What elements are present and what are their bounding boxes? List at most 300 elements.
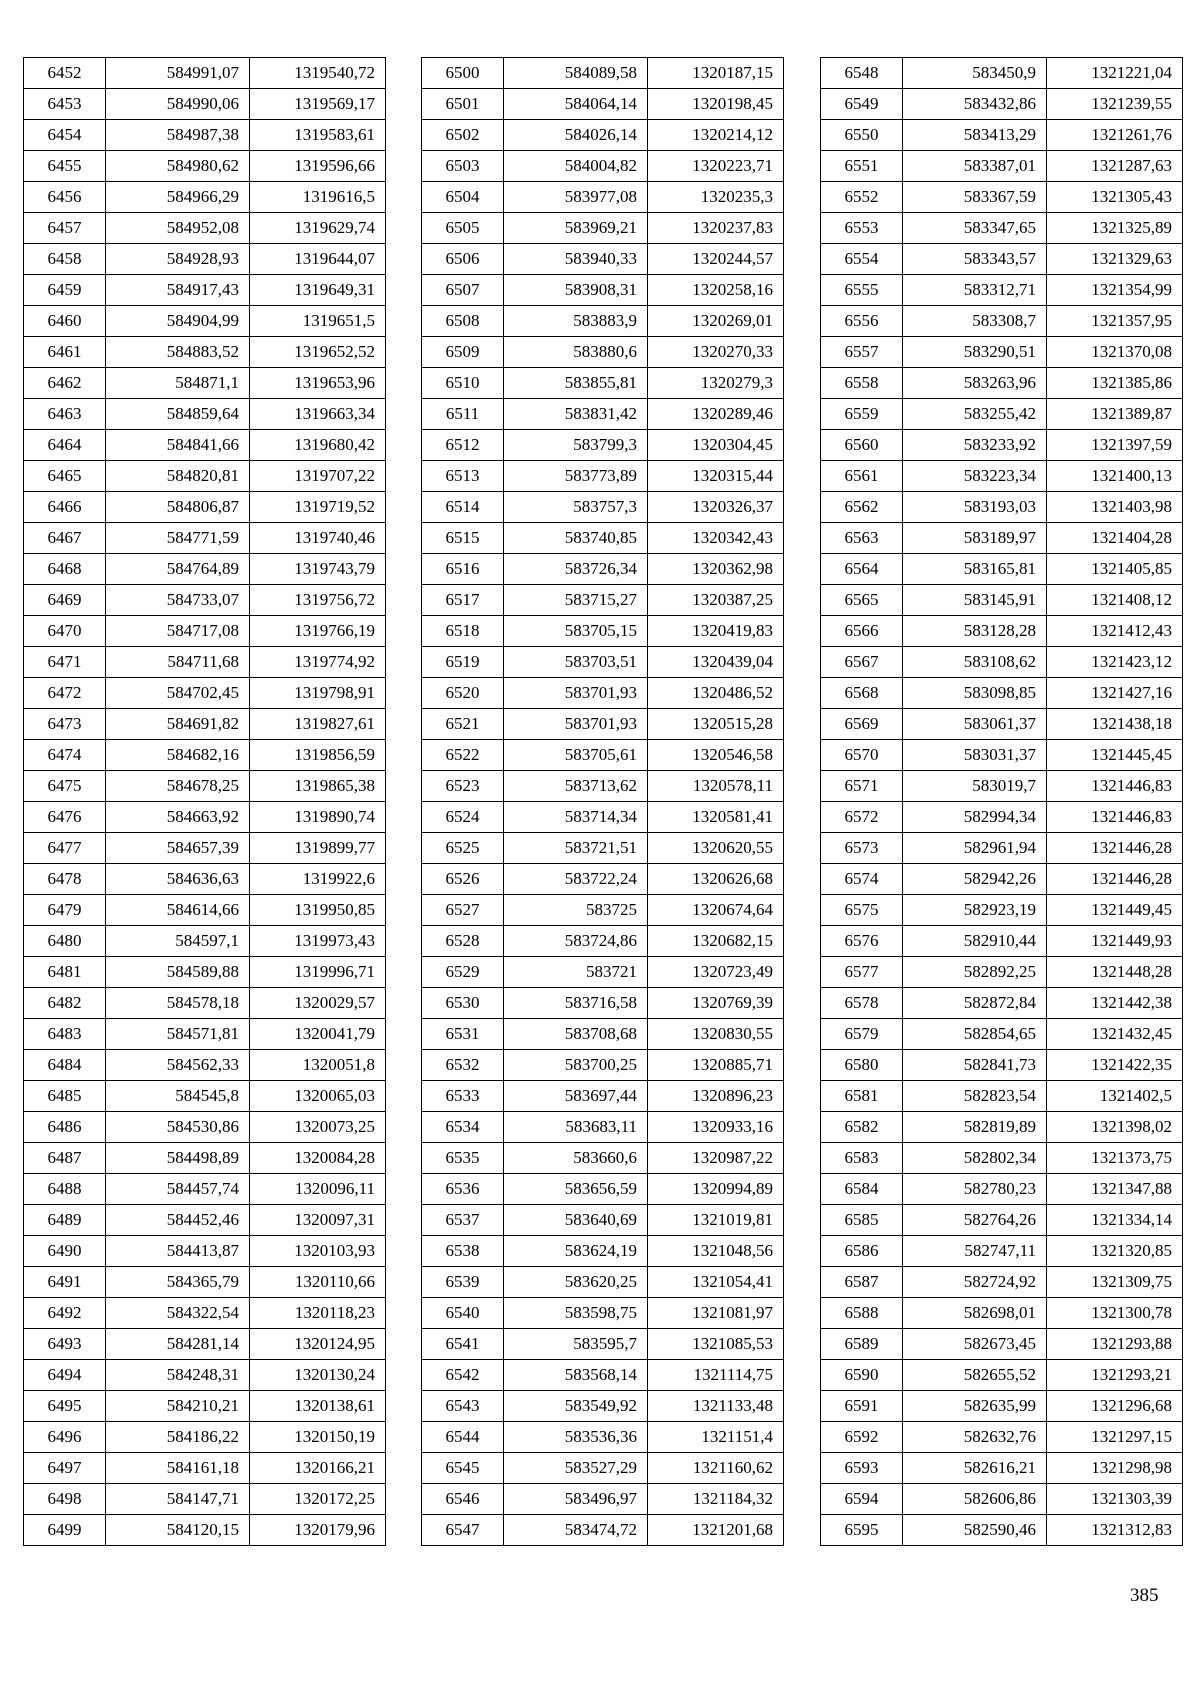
- y-coordinate-cell: 1320138,61: [250, 1391, 386, 1422]
- y-coordinate-cell: 1319652,52: [250, 337, 386, 368]
- point-number-cell: 6573: [821, 833, 903, 864]
- point-number-cell: 6543: [422, 1391, 504, 1422]
- table-row: [24, 1081, 386, 1112]
- x-coordinate-cell: 584322,54: [106, 1298, 250, 1329]
- point-number-cell: 6535: [422, 1143, 504, 1174]
- point-number-cell: 6490: [24, 1236, 106, 1267]
- y-coordinate-cell: 1321325,89: [1047, 213, 1183, 244]
- table-row: [422, 492, 784, 523]
- x-coordinate-cell: 583598,75: [504, 1298, 648, 1329]
- point-number-cell: 6552: [821, 182, 903, 213]
- point-number-cell: 6520: [422, 678, 504, 709]
- x-coordinate-cell: 584859,64: [106, 399, 250, 430]
- point-number-cell: 6467: [24, 523, 106, 554]
- y-coordinate-cell: 1320315,44: [648, 461, 784, 492]
- table-row: [422, 1112, 784, 1143]
- point-number-cell: 6471: [24, 647, 106, 678]
- point-number-cell: 6579: [821, 1019, 903, 1050]
- y-coordinate-cell: 1320987,22: [648, 1143, 784, 1174]
- table-row: [821, 1453, 1183, 1484]
- y-coordinate-cell: 1321402,5: [1047, 1081, 1183, 1112]
- y-coordinate-cell: 1320130,24: [250, 1360, 386, 1391]
- y-coordinate-cell: 1321309,75: [1047, 1267, 1183, 1298]
- y-coordinate-cell: 1320289,46: [648, 399, 784, 430]
- x-coordinate-cell: 584966,29: [106, 182, 250, 213]
- point-number-cell: 6517: [422, 585, 504, 616]
- point-number-cell: 6487: [24, 1143, 106, 1174]
- table-row: [422, 1484, 784, 1515]
- table-row: [24, 1422, 386, 1453]
- y-coordinate-cell: 1320237,83: [648, 213, 784, 244]
- point-number-cell: 6538: [422, 1236, 504, 1267]
- table-row: [821, 492, 1183, 523]
- x-coordinate-cell: 582961,94: [903, 833, 1047, 864]
- table-row: [821, 58, 1183, 89]
- point-number-cell: 6556: [821, 306, 903, 337]
- y-coordinate-cell: 1321201,68: [648, 1515, 784, 1546]
- point-number-cell: 6459: [24, 275, 106, 306]
- table-row: [422, 368, 784, 399]
- table-row: [24, 89, 386, 120]
- table-row: [422, 709, 784, 740]
- y-coordinate-cell: 1319740,46: [250, 523, 386, 554]
- x-coordinate-cell: 584120,15: [106, 1515, 250, 1546]
- point-number-cell: 6489: [24, 1205, 106, 1236]
- x-coordinate-cell: 583725: [504, 895, 648, 926]
- table-row: [422, 182, 784, 213]
- table-row: [24, 1236, 386, 1267]
- point-number-cell: 6553: [821, 213, 903, 244]
- point-number-cell: 6473: [24, 709, 106, 740]
- table-row: [821, 1329, 1183, 1360]
- y-coordinate-cell: 1319743,79: [250, 554, 386, 585]
- x-coordinate-cell: 584281,14: [106, 1329, 250, 1360]
- y-coordinate-cell: 1320073,25: [250, 1112, 386, 1143]
- x-coordinate-cell: 582616,21: [903, 1453, 1047, 1484]
- point-number-cell: 6460: [24, 306, 106, 337]
- table-row: [422, 957, 784, 988]
- table-row: [422, 1143, 784, 1174]
- y-coordinate-cell: 1321449,93: [1047, 926, 1183, 957]
- table-row: [24, 244, 386, 275]
- point-number-cell: 6580: [821, 1050, 903, 1081]
- y-coordinate-cell: 1321293,88: [1047, 1329, 1183, 1360]
- point-number-cell: 6593: [821, 1453, 903, 1484]
- y-coordinate-cell: 1320362,98: [648, 554, 784, 585]
- x-coordinate-cell: 584764,89: [106, 554, 250, 585]
- point-number-cell: 6591: [821, 1391, 903, 1422]
- point-number-cell: 6481: [24, 957, 106, 988]
- table-row: [422, 89, 784, 120]
- table-row: [422, 1515, 784, 1546]
- point-number-cell: 6530: [422, 988, 504, 1019]
- y-coordinate-cell: 1320187,15: [648, 58, 784, 89]
- y-coordinate-cell: 1319596,66: [250, 151, 386, 182]
- table-row: [821, 1391, 1183, 1422]
- table-row: [821, 1050, 1183, 1081]
- table-row: [24, 988, 386, 1019]
- table-row: [821, 895, 1183, 926]
- point-number-cell: 6566: [821, 616, 903, 647]
- y-coordinate-cell: 1321320,85: [1047, 1236, 1183, 1267]
- y-coordinate-cell: 1320084,28: [250, 1143, 386, 1174]
- y-coordinate-cell: 1320439,04: [648, 647, 784, 678]
- y-coordinate-cell: 1320244,57: [648, 244, 784, 275]
- point-number-cell: 6518: [422, 616, 504, 647]
- x-coordinate-cell: 583883,9: [504, 306, 648, 337]
- y-coordinate-cell: 1321408,12: [1047, 585, 1183, 616]
- x-coordinate-cell: 583855,81: [504, 368, 648, 399]
- point-number-cell: 6562: [821, 492, 903, 523]
- x-coordinate-cell: 583721: [504, 957, 648, 988]
- point-number-cell: 6504: [422, 182, 504, 213]
- x-coordinate-cell: 584614,66: [106, 895, 250, 926]
- y-coordinate-cell: 1320258,16: [648, 275, 784, 306]
- table-row: [422, 523, 784, 554]
- point-number-cell: 6555: [821, 275, 903, 306]
- y-coordinate-cell: 1321261,76: [1047, 120, 1183, 151]
- point-number-cell: 6500: [422, 58, 504, 89]
- x-coordinate-cell: 583724,86: [504, 926, 648, 957]
- x-coordinate-cell: 584186,22: [106, 1422, 250, 1453]
- y-coordinate-cell: 1321133,48: [648, 1391, 784, 1422]
- table-row: [821, 864, 1183, 895]
- y-coordinate-cell: 1321397,59: [1047, 430, 1183, 461]
- x-coordinate-cell: 583620,25: [504, 1267, 648, 1298]
- point-number-cell: 6545: [422, 1453, 504, 1484]
- y-coordinate-cell: 1321312,83: [1047, 1515, 1183, 1546]
- point-number-cell: 6493: [24, 1329, 106, 1360]
- x-coordinate-cell: 582923,19: [903, 895, 1047, 926]
- y-coordinate-cell: 1321446,28: [1047, 833, 1183, 864]
- y-coordinate-cell: 1321303,39: [1047, 1484, 1183, 1515]
- point-number-cell: 6572: [821, 802, 903, 833]
- point-number-cell: 6523: [422, 771, 504, 802]
- x-coordinate-cell: 583432,86: [903, 89, 1047, 120]
- x-coordinate-cell: 582635,99: [903, 1391, 1047, 1422]
- x-coordinate-cell: 584883,52: [106, 337, 250, 368]
- point-number-cell: 6542: [422, 1360, 504, 1391]
- x-coordinate-cell: 583908,31: [504, 275, 648, 306]
- table-row: [24, 58, 386, 89]
- x-coordinate-cell: 584806,87: [106, 492, 250, 523]
- table-row: [24, 120, 386, 151]
- table-row: [24, 1112, 386, 1143]
- y-coordinate-cell: 1321422,35: [1047, 1050, 1183, 1081]
- y-coordinate-cell: 1320933,16: [648, 1112, 784, 1143]
- point-number-cell: 6498: [24, 1484, 106, 1515]
- point-number-cell: 6495: [24, 1391, 106, 1422]
- table-row: [24, 1019, 386, 1050]
- y-coordinate-cell: 1320179,96: [250, 1515, 386, 1546]
- x-coordinate-cell: 584928,93: [106, 244, 250, 275]
- table-row: [422, 461, 784, 492]
- point-number-cell: 6497: [24, 1453, 106, 1484]
- table-row: [821, 213, 1183, 244]
- y-coordinate-cell: 1320682,15: [648, 926, 784, 957]
- x-coordinate-cell: 583098,85: [903, 678, 1047, 709]
- point-number-cell: 6507: [422, 275, 504, 306]
- table-row: [422, 1391, 784, 1422]
- y-coordinate-cell: 1320626,68: [648, 864, 784, 895]
- table-row: [821, 1298, 1183, 1329]
- table-row: [24, 306, 386, 337]
- x-coordinate-cell: 582698,01: [903, 1298, 1047, 1329]
- point-number-cell: 6585: [821, 1205, 903, 1236]
- y-coordinate-cell: 1321398,02: [1047, 1112, 1183, 1143]
- x-coordinate-cell: 582802,34: [903, 1143, 1047, 1174]
- y-coordinate-cell: 1320326,37: [648, 492, 784, 523]
- point-number-cell: 6502: [422, 120, 504, 151]
- y-coordinate-cell: 1321442,38: [1047, 988, 1183, 1019]
- y-coordinate-cell: 1321184,32: [648, 1484, 784, 1515]
- y-coordinate-cell: 1319719,52: [250, 492, 386, 523]
- point-number-cell: 6534: [422, 1112, 504, 1143]
- y-coordinate-cell: 1321373,75: [1047, 1143, 1183, 1174]
- point-number-cell: 6587: [821, 1267, 903, 1298]
- table-row: [24, 1298, 386, 1329]
- table-row: [422, 399, 784, 430]
- y-coordinate-cell: 1320620,55: [648, 833, 784, 864]
- point-number-cell: 6577: [821, 957, 903, 988]
- y-coordinate-cell: 1320029,57: [250, 988, 386, 1019]
- y-coordinate-cell: 1320166,21: [250, 1453, 386, 1484]
- point-number-cell: 6506: [422, 244, 504, 275]
- y-coordinate-cell: 1321296,68: [1047, 1391, 1183, 1422]
- x-coordinate-cell: 583367,59: [903, 182, 1047, 213]
- point-number-cell: 6466: [24, 492, 106, 523]
- table-row: [422, 1236, 784, 1267]
- x-coordinate-cell: 584733,07: [106, 585, 250, 616]
- x-coordinate-cell: 584578,18: [106, 988, 250, 1019]
- x-coordinate-cell: 582823,54: [903, 1081, 1047, 1112]
- point-number-cell: 6455: [24, 151, 106, 182]
- x-coordinate-cell: 584530,86: [106, 1112, 250, 1143]
- point-number-cell: 6478: [24, 864, 106, 895]
- point-number-cell: 6549: [821, 89, 903, 120]
- point-number-cell: 6472: [24, 678, 106, 709]
- point-number-cell: 6561: [821, 461, 903, 492]
- point-number-cell: 6526: [422, 864, 504, 895]
- x-coordinate-cell: 582606,86: [903, 1484, 1047, 1515]
- x-coordinate-cell: 583940,33: [504, 244, 648, 275]
- point-number-cell: 6531: [422, 1019, 504, 1050]
- point-number-cell: 6494: [24, 1360, 106, 1391]
- table-row: [821, 368, 1183, 399]
- x-coordinate-cell: 584589,88: [106, 957, 250, 988]
- x-coordinate-cell: 584691,82: [106, 709, 250, 740]
- table-row: [24, 1174, 386, 1205]
- table-row: [24, 678, 386, 709]
- point-number-cell: 6464: [24, 430, 106, 461]
- point-number-cell: 6486: [24, 1112, 106, 1143]
- point-number-cell: 6476: [24, 802, 106, 833]
- table-row: [821, 430, 1183, 461]
- y-coordinate-cell: 1320269,01: [648, 306, 784, 337]
- point-number-cell: 6570: [821, 740, 903, 771]
- y-coordinate-cell: 1319644,07: [250, 244, 386, 275]
- point-number-cell: 6469: [24, 585, 106, 616]
- y-coordinate-cell: 1320150,19: [250, 1422, 386, 1453]
- table-row: [24, 1050, 386, 1081]
- x-coordinate-cell: 583450,9: [903, 58, 1047, 89]
- table-row: [422, 58, 784, 89]
- y-coordinate-cell: 1321305,43: [1047, 182, 1183, 213]
- x-coordinate-cell: 583128,28: [903, 616, 1047, 647]
- y-coordinate-cell: 1319950,85: [250, 895, 386, 926]
- point-number-cell: 6453: [24, 89, 106, 120]
- x-coordinate-cell: 584452,46: [106, 1205, 250, 1236]
- y-coordinate-cell: 1321085,53: [648, 1329, 784, 1360]
- table-row: [422, 1174, 784, 1205]
- table-row: [821, 337, 1183, 368]
- table-row: [422, 1422, 784, 1453]
- x-coordinate-cell: 583496,97: [504, 1484, 648, 1515]
- x-coordinate-cell: 582872,84: [903, 988, 1047, 1019]
- x-coordinate-cell: 583233,92: [903, 430, 1047, 461]
- x-coordinate-cell: 583527,29: [504, 1453, 648, 1484]
- x-coordinate-cell: 582841,73: [903, 1050, 1047, 1081]
- y-coordinate-cell: 1319649,31: [250, 275, 386, 306]
- y-coordinate-cell: 1320103,93: [250, 1236, 386, 1267]
- x-coordinate-cell: 583683,11: [504, 1112, 648, 1143]
- y-coordinate-cell: 1320304,45: [648, 430, 784, 461]
- y-coordinate-cell: 1320387,25: [648, 585, 784, 616]
- y-coordinate-cell: 1319663,34: [250, 399, 386, 430]
- table-row: [422, 1050, 784, 1081]
- x-coordinate-cell: 584771,59: [106, 523, 250, 554]
- table-row: [422, 1298, 784, 1329]
- x-coordinate-cell: 583413,29: [903, 120, 1047, 151]
- x-coordinate-cell: 583343,57: [903, 244, 1047, 275]
- table-row: [24, 1205, 386, 1236]
- table-row: [422, 926, 784, 957]
- y-coordinate-cell: 1321438,18: [1047, 709, 1183, 740]
- x-coordinate-cell: 583255,42: [903, 399, 1047, 430]
- y-coordinate-cell: 1321357,95: [1047, 306, 1183, 337]
- x-coordinate-cell: 583713,62: [504, 771, 648, 802]
- point-number-cell: 6496: [24, 1422, 106, 1453]
- y-coordinate-cell: 1321412,43: [1047, 616, 1183, 647]
- table-row: [24, 461, 386, 492]
- point-number-cell: 6539: [422, 1267, 504, 1298]
- point-number-cell: 6578: [821, 988, 903, 1019]
- table-row: [422, 771, 784, 802]
- point-number-cell: 6454: [24, 120, 106, 151]
- table-row: [24, 802, 386, 833]
- y-coordinate-cell: 1321239,55: [1047, 89, 1183, 120]
- table-row: [821, 1360, 1183, 1391]
- point-number-cell: 6462: [24, 368, 106, 399]
- x-coordinate-cell: 584682,16: [106, 740, 250, 771]
- point-number-cell: 6508: [422, 306, 504, 337]
- x-coordinate-cell: 584498,89: [106, 1143, 250, 1174]
- point-number-cell: 6548: [821, 58, 903, 89]
- y-coordinate-cell: 1321298,98: [1047, 1453, 1183, 1484]
- table-row: [821, 461, 1183, 492]
- x-coordinate-cell: 584026,14: [504, 120, 648, 151]
- table-row: [24, 399, 386, 430]
- table-row: [24, 1391, 386, 1422]
- y-coordinate-cell: 1320769,39: [648, 988, 784, 1019]
- y-coordinate-cell: 1320124,95: [250, 1329, 386, 1360]
- y-coordinate-cell: 1319774,92: [250, 647, 386, 678]
- table-row: [821, 709, 1183, 740]
- y-coordinate-cell: 1320065,03: [250, 1081, 386, 1112]
- point-number-cell: 6568: [821, 678, 903, 709]
- table-row: [24, 1267, 386, 1298]
- y-coordinate-cell: 1319922,6: [250, 864, 386, 895]
- x-coordinate-cell: 583568,14: [504, 1360, 648, 1391]
- y-coordinate-cell: 1320546,58: [648, 740, 784, 771]
- x-coordinate-cell: 584562,33: [106, 1050, 250, 1081]
- table-row: [422, 1205, 784, 1236]
- point-number-cell: 6589: [821, 1329, 903, 1360]
- point-number-cell: 6468: [24, 554, 106, 585]
- table-row: [821, 151, 1183, 182]
- table-row: [24, 585, 386, 616]
- point-number-cell: 6522: [422, 740, 504, 771]
- y-coordinate-cell: 1320235,3: [648, 182, 784, 213]
- table-row: [422, 337, 784, 368]
- table-row: [821, 554, 1183, 585]
- table-row: [422, 275, 784, 306]
- point-number-cell: 6584: [821, 1174, 903, 1205]
- x-coordinate-cell: 583474,72: [504, 1515, 648, 1546]
- table-row: [821, 1143, 1183, 1174]
- x-coordinate-cell: 584004,82: [504, 151, 648, 182]
- table-row: [821, 1236, 1183, 1267]
- table-row: [422, 895, 784, 926]
- table-row: [821, 585, 1183, 616]
- point-number-cell: 6452: [24, 58, 106, 89]
- point-number-cell: 6485: [24, 1081, 106, 1112]
- x-coordinate-cell: 584089,58: [504, 58, 648, 89]
- page-number: 385: [1130, 1585, 1159, 1606]
- x-coordinate-cell: 584064,14: [504, 89, 648, 120]
- x-coordinate-cell: 584365,79: [106, 1267, 250, 1298]
- y-coordinate-cell: 1319629,74: [250, 213, 386, 244]
- point-number-cell: 6586: [821, 1236, 903, 1267]
- table-row: [821, 1205, 1183, 1236]
- table-row: [24, 771, 386, 802]
- y-coordinate-cell: 1320515,28: [648, 709, 784, 740]
- table-row: [24, 151, 386, 182]
- table-row: [422, 554, 784, 585]
- x-coordinate-cell: 584161,18: [106, 1453, 250, 1484]
- x-coordinate-cell: 583708,68: [504, 1019, 648, 1050]
- table-row: [24, 523, 386, 554]
- table-row: [821, 1484, 1183, 1515]
- y-coordinate-cell: 1321114,75: [648, 1360, 784, 1391]
- table-row: [24, 1515, 386, 1546]
- point-number-cell: 6569: [821, 709, 903, 740]
- point-number-cell: 6560: [821, 430, 903, 461]
- point-number-cell: 6456: [24, 182, 106, 213]
- table-row: [821, 616, 1183, 647]
- y-coordinate-cell: 1319653,96: [250, 368, 386, 399]
- coordinates-table-1: [23, 57, 386, 1546]
- y-coordinate-cell: 1319766,19: [250, 616, 386, 647]
- point-number-cell: 6474: [24, 740, 106, 771]
- y-coordinate-cell: 1320419,83: [648, 616, 784, 647]
- point-number-cell: 6582: [821, 1112, 903, 1143]
- x-coordinate-cell: 583108,62: [903, 647, 1047, 678]
- y-coordinate-cell: 1321427,16: [1047, 678, 1183, 709]
- point-number-cell: 6503: [422, 151, 504, 182]
- point-number-cell: 6509: [422, 337, 504, 368]
- y-coordinate-cell: 1321048,56: [648, 1236, 784, 1267]
